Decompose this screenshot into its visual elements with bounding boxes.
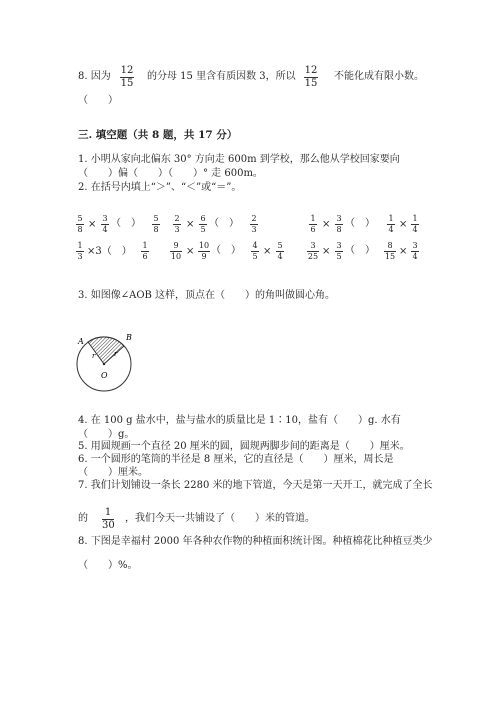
q2-r1-op-a: ×: [88, 219, 97, 230]
q6-line2[interactable]: （ ）厘米。: [78, 467, 148, 478]
q2-r2-frac-d: 9 10: [170, 241, 182, 261]
q7-pre: 的: [78, 513, 88, 524]
q2-r1-frac-d: 2 3: [174, 214, 180, 234]
q2-r2-op-d: ×: [399, 246, 408, 257]
q8-top-fraction-1: 12 15: [120, 65, 134, 89]
q4-line1[interactable]: 4. 在 100 g 盐水中，盐与盐水的质量比是 1∶10，盐有（ ）g. 水有: [78, 415, 401, 426]
q8-top-prefix: 8. 因为: [78, 71, 111, 82]
q2-r1-frac-b: 3 4: [102, 214, 108, 234]
label-r-left: r: [92, 352, 96, 360]
q2-r1-frac-h: 3 8: [336, 214, 342, 234]
q8-line2[interactable]: （ ）%。: [78, 560, 138, 571]
q2-r2-op-e: ×: [263, 246, 272, 257]
circle-sector-figure: [70, 320, 140, 400]
q2-r1-frac-e: 6 5: [200, 214, 206, 234]
q2-r2-blank-2[interactable]: （ ）: [211, 245, 241, 256]
q7-fraction: 1 30: [102, 507, 115, 531]
q1-line2[interactable]: （ ）偏（ ）（ ）° 走 600m。: [78, 168, 263, 179]
section-title: 三. 填空题（共 8 题，共 17 分）: [78, 129, 238, 141]
q7-post[interactable]: ，我们今天一共铺设了（ ）米的管道。: [125, 513, 315, 524]
q2-r2-frac-h: 3 5: [336, 241, 342, 261]
q4-line2[interactable]: （ ）g。: [78, 429, 135, 440]
q2-r2-frac-g: 3 25: [307, 241, 319, 261]
q2-r1-blank-1[interactable]: （ ）: [111, 218, 141, 229]
label-o: O: [101, 371, 108, 380]
label-b: B: [126, 333, 132, 342]
q2-r2-frac-j: 3 4: [412, 241, 418, 261]
q2-r2-op-b: ×: [186, 246, 195, 257]
label-r-right: r: [114, 350, 118, 358]
q8-top-middle: 的分母 15 里含有质因数 3，所以: [147, 71, 296, 82]
q2-r1-blank-2[interactable]: （ ）: [209, 218, 239, 229]
q8-top-suffix: 不能化成有限小数。: [334, 71, 424, 82]
center-point: [103, 363, 105, 365]
q2-r1-frac-a: 5 8: [77, 214, 83, 234]
q8-line1: 8. 下图是幸福村 2000 年各种农作物的种植面积统计图。种植棉花比种植豆类少: [78, 536, 433, 547]
q5-line[interactable]: 5. 用圆规画一个直径 20 厘米的圆，圆规两脚步间的距离是（ ）厘米。: [78, 441, 410, 452]
q2-r2-op-c: ×: [322, 246, 331, 257]
q2-r2-frac-i: 8 15: [384, 241, 396, 261]
q2-r2-frac-f: 4 5: [252, 241, 258, 261]
q2-line: 2. 在括号内填上“＞”、“＜”或“＝”。: [78, 182, 242, 193]
q2-r1-frac-j: 1 4: [412, 214, 418, 234]
q8-top-fraction-2: 12 15: [304, 65, 318, 89]
q2-r1-frac-g: 1 6: [310, 214, 316, 234]
q2-r1-frac-f: 2 3: [251, 214, 257, 234]
q2-r1-op-b: ×: [186, 219, 195, 230]
q2-r2-blank-3[interactable]: （ ）: [345, 245, 375, 256]
q2-r2-frac-f2: 5 4: [277, 241, 283, 261]
q6-line1[interactable]: 6. 一个圆形的笔筒的半径是 8 厘米，它的直径是（ ）厘米，周长是: [78, 454, 394, 465]
q2-r1-frac-c: 5 8: [153, 214, 159, 234]
label-a: A: [78, 337, 84, 346]
q2-r1-op-d: ×: [399, 219, 408, 230]
q2-r1-op-c: ×: [322, 219, 331, 230]
q2-r1-frac-i: 1 4: [388, 214, 394, 234]
q2-r2-op-a[interactable]: ×3（ ）: [87, 246, 132, 257]
q2-r1-blank-3[interactable]: （ ）: [345, 218, 375, 229]
q2-r2-frac-a: 1 3: [77, 241, 83, 261]
q8-top-answer-blank[interactable]: （ ）: [78, 95, 118, 106]
q3-line: 3. 如图像∠AOB 这样，顶点在（ ）的角叫做圆心角。: [78, 290, 336, 301]
q2-r2-frac-e: 10 9: [198, 241, 210, 261]
q7-line1: 7. 我们计划铺设一条长 2280 米的地下管道，今天是第一天开工，就完成了全长: [78, 480, 433, 491]
q2-r2-frac-c: 1 6: [142, 241, 148, 261]
q1-line1: 1. 小明从家向北偏东 30° 方向走 600m 到学校，那么他从学校回家要向: [78, 154, 400, 165]
